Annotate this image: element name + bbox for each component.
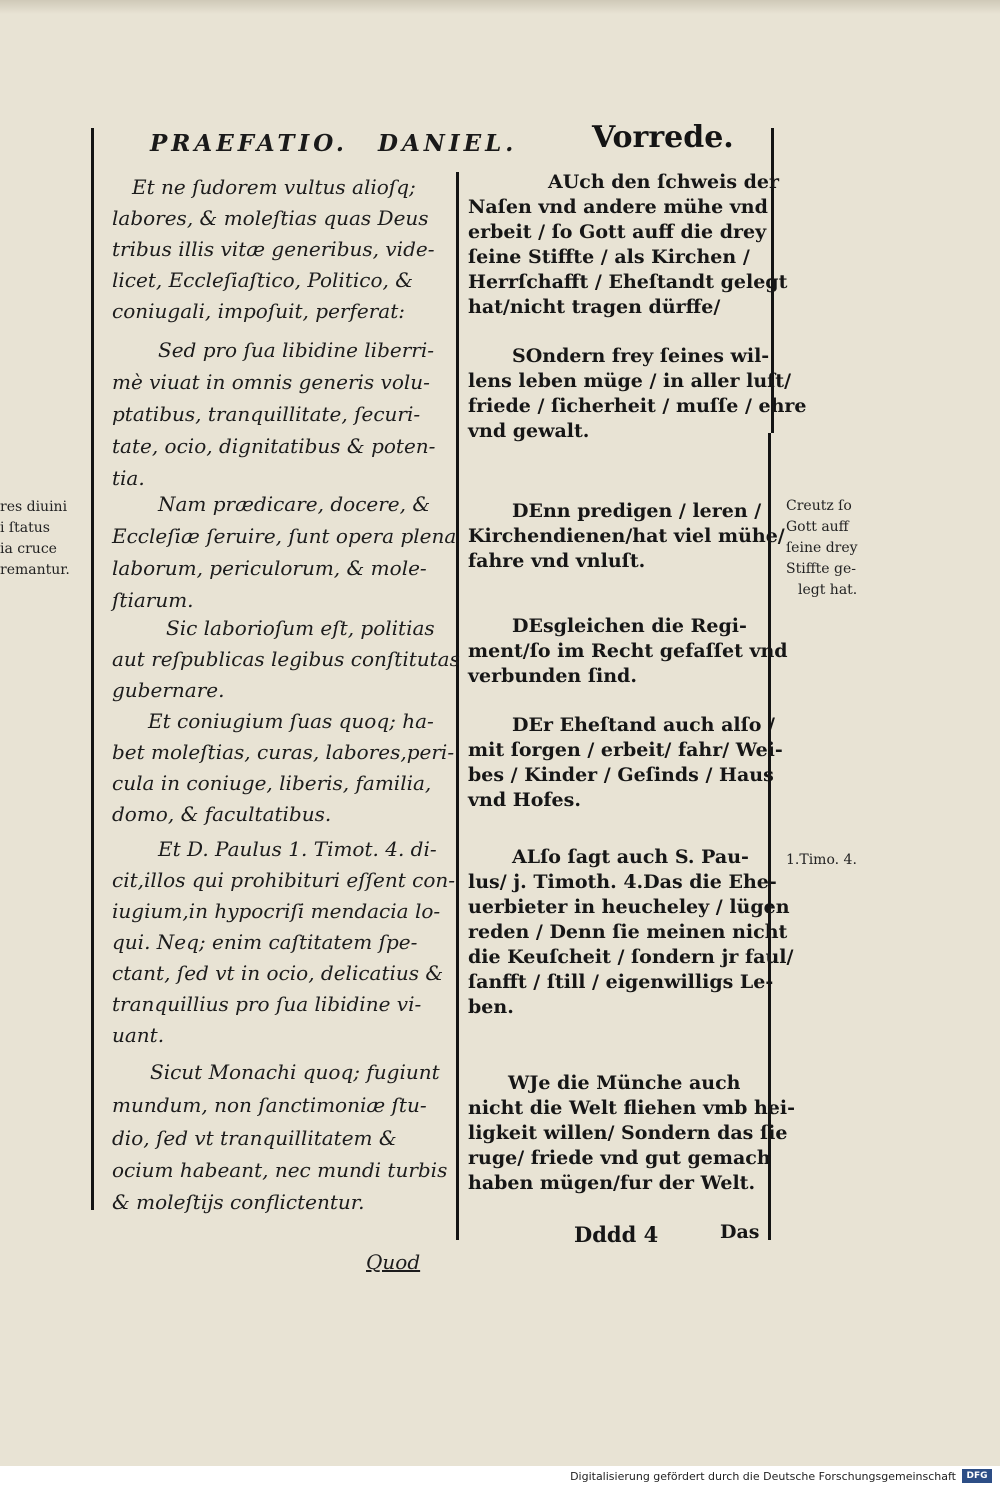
german-line: mit ſorgen / erbeit/ fahr/ Wei- <box>468 739 783 761</box>
german-line: AUch den ſchweis der <box>548 171 780 193</box>
latin-line: qui. Neq; enim caſtitatem ſpe- <box>112 930 418 954</box>
german-line: ruge/ friede vnd gut gemach <box>468 1147 771 1169</box>
latin-line: coniugali, impoſuit, perferat: <box>112 299 405 323</box>
latin-line: licet, Eccleſiaſtico, Politico, & <box>112 268 414 292</box>
german-line: ment/ſo im Recht gefaſſet vnd <box>468 640 788 662</box>
latin-line: Et D. Paulus 1. Timot. 4. di- <box>158 837 437 861</box>
latin-line: Nam prædicare, docere, & <box>158 492 431 516</box>
footer-credit: Digitalisierung gefördert durch die Deutsche Forschungsgemeinschaft <box>570 1470 956 1483</box>
german-line: verbunden ſind. <box>468 665 637 687</box>
margin-line: ia cruce <box>0 541 57 557</box>
german-line: reden / Denn ſie meinen nicht <box>468 921 788 943</box>
latin-line: Et ne ſudorem vultus alioſq; <box>132 175 416 199</box>
dfg-logo[interactable]: DFG <box>962 1469 992 1483</box>
margin-line: ſeine drey <box>786 540 858 556</box>
german-line: ALſo ſagt auch S. Pau- <box>512 846 749 868</box>
margin-line: Stiffte ge- <box>786 561 856 577</box>
latin-line: bet moleſtias, curas, labores,peri- <box>112 740 455 764</box>
latin-line: mè viuat in omnis generis volu- <box>112 370 430 394</box>
german-line: Kirchendienen/hat viel mühe/ <box>468 525 785 547</box>
german-line: friede / ſicherheit / muſſe / ehre <box>468 395 807 417</box>
german-line: hat/nicht tragen dürffe/ <box>468 296 721 318</box>
latin-line: gubernare. <box>112 678 225 702</box>
margin-line: i ſtatus <box>0 520 50 536</box>
latin-line: tribus illis vitæ generibus, vide- <box>112 237 435 261</box>
german-line: erbeit / ſo Gott auff die drey <box>468 221 767 243</box>
german-line: die Keuſcheit / ſondern jr faul/ <box>468 946 794 968</box>
latin-line: cula in coniuge, liberis, familia, <box>112 771 432 795</box>
margin-line: res diuini <box>0 499 68 515</box>
german-line: vnd Hofes. <box>468 789 581 811</box>
latin-line: Et coniugium ſuas quoq; ha- <box>148 709 434 733</box>
german-line: nicht die Welt fliehen vmb hei- <box>468 1097 795 1119</box>
latin-line: labores, & moleſtias quas Deus <box>112 206 429 230</box>
latin-line: ocium habeant, nec mundi turbis <box>112 1158 448 1182</box>
margin-line: legt hat. <box>798 582 858 598</box>
german-line: uerbieter in heucheley / lügen <box>468 896 790 918</box>
footer-bar <box>0 1466 1000 1487</box>
latin-line: laborum, periculorum, & mole- <box>112 556 427 580</box>
german-line: DEsgleichen die Regi- <box>512 615 747 637</box>
german-line: bes / Kinder / Geſinds / Haus <box>468 764 774 786</box>
german-line: Herrſchafft / Eheſtandt gelegt <box>468 271 788 293</box>
margin-line: remantur. <box>0 562 70 578</box>
latin-line: ctant, ſed vt in ocio, delicatius & <box>112 961 444 985</box>
german-line: WJe die Münche auch <box>508 1072 741 1094</box>
german-line: DEnn predigen / leren / <box>512 500 762 522</box>
german-line: DEr Eheſtand auch alſo / <box>512 714 775 736</box>
german-line: ſeine Stiffte / als Kirchen / <box>468 246 750 268</box>
german-line: lus/ j. Timoth. 4.Das die Ehe- <box>468 871 777 893</box>
latin-line: Sic laborioſum eſt, politias <box>166 616 435 640</box>
german-catchword: Das <box>720 1221 760 1243</box>
latin-line: Sicut Monachi quoq; fugiunt <box>150 1060 440 1084</box>
latin-line: mundum, non ſanctimoniæ ſtu- <box>112 1093 427 1117</box>
margin-line: Creutz ſo <box>786 498 852 514</box>
latin-line: Eccleſiæ ſeruire, ſunt opera plena <box>112 524 457 548</box>
german-line: ben. <box>468 996 514 1018</box>
latin-line: cit,illos qui prohibituri eſſent con- <box>112 868 456 892</box>
german-line: fahre vnd vnluſt. <box>468 550 646 572</box>
header-left: PRAEFATIO. <box>150 130 348 157</box>
left-column-rule <box>91 128 94 1210</box>
margin-line: Gott auff <box>786 519 849 535</box>
latin-line: ſtiarum. <box>112 588 194 612</box>
latin-line: tranquillius pro ſua libidine vi- <box>112 992 422 1016</box>
latin-line: domo, & facultatibus. <box>112 802 332 826</box>
german-line: Naſen vnd andere mühe vnd <box>468 196 768 218</box>
german-line: ligkeit willen/ Sondern das ſie <box>468 1122 788 1144</box>
german-line: vnd gewalt. <box>468 420 590 442</box>
header-right: Vorrede. <box>592 120 734 155</box>
latin-line: dio, ſed vt tranquillitatem & <box>112 1126 397 1150</box>
middle-column-rule <box>456 172 459 1240</box>
latin-line: tia. <box>112 466 145 490</box>
signature-mark: Dddd 4 <box>574 1222 659 1247</box>
latin-line: aut reſpublicas legibus conſtitutas <box>112 647 460 671</box>
latin-line: ptatibus, tranquillitate, ſecuri- <box>112 402 421 426</box>
latin-catchword: Quod <box>366 1250 421 1274</box>
header-center: DANIEL. <box>378 130 518 157</box>
german-line: lens leben müge / in aller luſt/ <box>468 370 792 392</box>
latin-line: uant. <box>112 1023 165 1047</box>
margin-reference: 1.Timo. 4. <box>786 852 857 868</box>
latin-line: & moleſtijs conflictentur. <box>112 1190 365 1214</box>
latin-line: iugium,in hypocriſi mendacia lo- <box>112 899 441 923</box>
latin-line: Sed pro ſua libidine liberri- <box>158 338 434 362</box>
german-line: SOndern frey ſeines wil- <box>512 345 770 367</box>
german-line: haben mügen/fur der Welt. <box>468 1172 756 1194</box>
latin-line: tate, ocio, dignitatibus & poten- <box>112 434 436 458</box>
german-line: ſanfft / ſtill / eigenwilligs Le- <box>468 971 774 993</box>
